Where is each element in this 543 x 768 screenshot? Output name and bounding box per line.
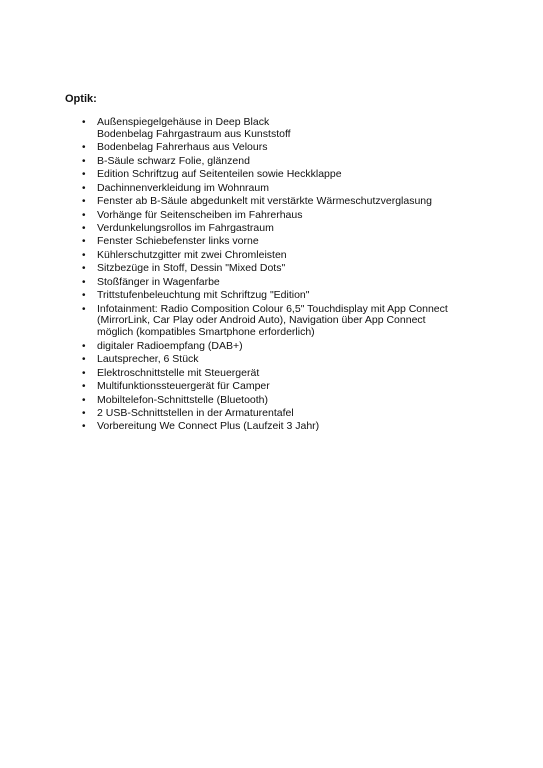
list-item: [97, 236, 477, 248]
list-item: [97, 156, 477, 168]
list-item: [97, 290, 477, 302]
list-item-line: (MirrorLink, Car Play oder Android Auto), Navigation über App Connect: [97, 314, 426, 327]
list-item-line: • Kühlerschutzgitter mit zwei Chromleisten: [97, 248, 287, 261]
list-item-line: • Sitzbezüge in Stoff, Dessin "Mixed Dots": [97, 262, 286, 275]
list-item: [97, 368, 477, 380]
list-item: [97, 263, 477, 275]
list-item-line: • Stoßfänger in Wagenfarbe: [97, 275, 220, 288]
list-item: [97, 277, 477, 289]
list-item-line: • B-Säule schwarz Folie, glänzend: [97, 154, 250, 167]
list-item: [97, 381, 477, 393]
list-item: [97, 183, 477, 195]
list-item: [97, 408, 477, 420]
list-item: [97, 421, 477, 433]
list-item-line: möglich (kompatibles Smartphone erforderlich): [97, 326, 315, 339]
list-item-line: • Fenster ab B-Säule abgedunkelt mit verstärkte Wärmeschutzverglasung: [97, 195, 432, 208]
list-item-line: • Infotainment: Radio Composition Colour 6,5" Touchdisplay mit App Connect: [97, 302, 448, 315]
list-item-line: • Bodenbelag Fahrerhaus aus Velours: [97, 141, 268, 154]
list-item-line: • Mobiltelefon-Schnittstelle (Bluetooth): [97, 393, 269, 406]
list-item: [97, 341, 477, 353]
list-item-line: • Edition Schriftzug auf Seitenteilen sowie Heckklappe: [97, 168, 342, 181]
list-item: [97, 304, 477, 339]
list-item-line: • Multifunktionssteuergerät für Camper: [97, 380, 270, 393]
list-item: [97, 142, 477, 154]
list-item: [97, 196, 477, 208]
list-item-line: • Dachinnenverkleidung im Wohnraum: [97, 181, 269, 194]
section-heading: Optik:: [65, 93, 97, 105]
feature-list: [97, 117, 477, 435]
list-item: [97, 210, 477, 222]
list-item: [97, 250, 477, 262]
list-item: [97, 169, 477, 181]
list-item-line: • Verdunkelungsrollos im Fahrgastraum: [97, 221, 274, 234]
list-item-line: • Elektroschnittstelle mit Steuergerät: [97, 366, 260, 379]
list-item-line: • 2 USB-Schnittstellen in der Armaturentafel: [97, 406, 294, 419]
list-item-line: • Vorbereitung We Connect Plus (Laufzeit 3 Jahr): [97, 420, 320, 433]
list-item-line: • digitaler Radioempfang (DAB+): [97, 339, 243, 352]
list-item-line: • Vorhänge für Seitenscheiben im Fahrerhaus: [97, 208, 303, 221]
list-item-line: • Außenspiegelgehäuse in Deep Black: [97, 116, 270, 128]
list-item: [97, 223, 477, 235]
list-item-line: • Lautsprecher, 6 Stück: [97, 353, 199, 366]
list-item: [97, 117, 477, 140]
list-item: [97, 354, 477, 366]
list-item-line: Bodenbelag Fahrgastraum aus Kunststoff: [97, 127, 291, 140]
list-item: [97, 395, 477, 407]
list-item-line: • Fenster Schiebefenster links vorne: [97, 235, 259, 248]
list-item-line: • Trittstufenbeleuchtung mit Schriftzug "Edition": [97, 289, 310, 302]
